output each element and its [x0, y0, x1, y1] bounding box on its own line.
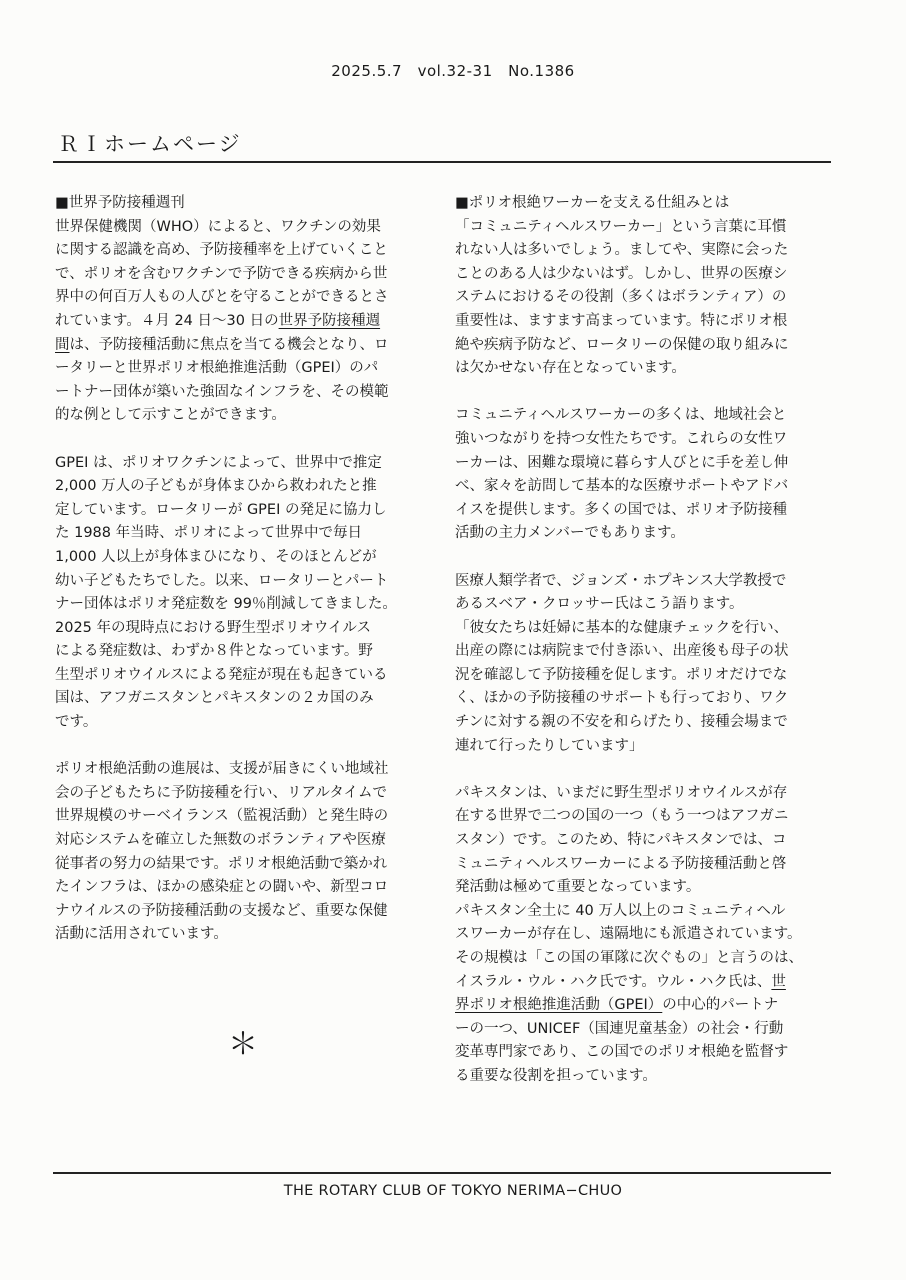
text-line: 生型ポリオウイルスによる発症が現在も起きている	[55, 666, 388, 683]
right-paragraph-3	[455, 570, 803, 759]
text-segment: は、予防接種活動に焦点を当てる機会となり、ロ	[69, 336, 389, 353]
text-line: ステムにおけるその役割（多くはボランティア）の	[455, 289, 787, 306]
section-title: ＲＩホームページ	[58, 132, 242, 156]
quote-line: 「彼女たちは妊婦に基本的な健康チェックを行い、	[455, 619, 789, 636]
paragraph-gap	[55, 735, 397, 759]
title-divider	[53, 161, 831, 163]
footer-divider	[53, 1172, 831, 1174]
issue-info: 2025.5.7 vol.32-31 No.1386	[331, 62, 575, 80]
text-line: 国は、アフガニスタンとパキスタンの２カ国のみ	[55, 690, 374, 707]
text-line: ーカーは、困難な環境に暮らす人びとに手を差し伸	[455, 454, 789, 471]
article-heading: ■世界予防接種週刊	[55, 195, 185, 211]
text-line: パキスタンは、いまだに野生型ポリオウイルスが存	[455, 784, 788, 801]
text-line: GPEI は、ポリオワクチンによって、世界中で推定	[55, 454, 382, 471]
text-line: 活動に活用されています。	[55, 926, 228, 943]
text-line: ナー団体はポリオ発症数を 99％削減してきました。	[55, 596, 397, 613]
paragraph-gap	[455, 758, 803, 782]
text-line: 重要性は、ますます高まっています。特にポリオ根	[455, 312, 788, 329]
text-line: べ、家々を訪問して基本的な医療サポートやアドバ	[455, 478, 789, 495]
section-separator: ＊	[228, 1027, 258, 1062]
paragraph-gap	[455, 381, 803, 405]
right-paragraph-1	[455, 216, 803, 381]
text-line	[455, 994, 803, 1018]
text-line: に関する認識を高め、予防接種率を上げていくこと	[55, 242, 388, 259]
text-line: 活動の主力メンバーでもあります。	[455, 525, 685, 542]
quote-line: 連れて行ったりしています」	[455, 737, 644, 754]
text-line: 「コミュニティヘルスワーカー」という言葉に耳慣	[455, 218, 787, 235]
left-paragraph-3	[55, 758, 397, 947]
quote-line: 出産の際には病院まで付き添い、出産後も母子の状	[455, 643, 789, 660]
text-line: 定しています。ロータリーが GPEI の発足に協力し	[55, 501, 387, 518]
text-line: 1,000 人以上が身体まひになり、そのほとんどが	[55, 548, 377, 565]
text-line: 絶や疾病予防など、ロータリーの保健の取り組みに	[455, 336, 789, 353]
text-line: 界中の何百万人もの人びとを守ることができるとさ	[55, 289, 389, 306]
text-line: ートナー団体が築いた強固なインフラを、その模範	[55, 383, 389, 400]
text-line: ポリオ根絶活動の進展は、支援が届きにくい地域社	[55, 761, 389, 778]
text-line: 医療人類学者で、ジョンズ・ホプキンス大学教授で	[455, 572, 787, 589]
right-paragraph-2	[455, 404, 803, 546]
text-line: 強いつながりを持つ女性たちです。これらの女性ワ	[455, 430, 788, 447]
text-line: 世界保健機関（WHO）によると、ワクチンの効果	[55, 218, 381, 235]
left-paragraph-1	[55, 216, 397, 428]
article-heading: ■ポリオ根絶ワーカーを支える仕組みとは	[455, 195, 730, 211]
text-line: 世界規模のサーベイランス（監視活動）と発生時の	[55, 808, 389, 825]
quote-line: チンに対する親の不安を和らげたり、接種会場まで	[455, 714, 788, 731]
text-segment: イスラル・ウル・ハク氏です。ウル・ハク氏は、	[455, 973, 772, 990]
text-line: 変革専門家であり、この国でのポリオ根絶を監督す	[455, 1044, 789, 1061]
text-line	[55, 310, 397, 334]
quote-line: く、ほかの予防接種のサポートも行っており、ワク	[455, 690, 789, 707]
text-line: 会の子どもたちに予防接種を行い、リアルタイムで	[55, 784, 388, 801]
text-line: スワーカーが存在し、遠隔地にも派遣されています。	[455, 926, 802, 943]
text-line: る重要な役割を担っています。	[455, 1067, 657, 1084]
text-line: た 1988 年当時、ポリオによって世界中で毎日	[55, 525, 362, 542]
text-line: です。	[55, 714, 98, 731]
text-segment: れています。４月 24 日〜30 日の	[55, 312, 279, 329]
text-line: 対応システムを確立した無数のボランティアや医療	[55, 832, 386, 849]
text-line: ミュニティヘルスワーカーによる予防接種活動と啓	[455, 855, 787, 872]
text-line: パキスタン全土に 40 万人以上のコミュニティヘル	[455, 902, 786, 919]
text-line: による発症数は、わずか８件となっています。野	[55, 643, 373, 660]
text-line: 発活動は極めて重要となっています。	[455, 879, 701, 896]
gpei-link[interactable]: 世	[771, 973, 786, 990]
text-line: 幼い子どもたちでした。以来、ロータリーとパート	[55, 572, 389, 589]
text-line: 的な例として示すことができます。	[55, 407, 286, 424]
text-line: コミュニティヘルスワーカーの多くは、地域社会と	[455, 407, 787, 424]
text-line: ナウイルスの予防接種活動の支援など、重要な保健	[55, 902, 388, 919]
text-line: 2,000 万人の子どもが身体まひから救われたと推	[55, 478, 377, 495]
vaccination-week-link-cont[interactable]: 間	[55, 336, 70, 353]
text-line: 在する世界で二つの国の一つ（もう一つはアフガニ	[455, 808, 789, 825]
left-column	[55, 192, 397, 947]
left-paragraph-2	[55, 452, 397, 735]
text-segment: の中心的パートナ	[662, 997, 779, 1014]
text-line: は欠かせない存在となっています。	[455, 360, 686, 377]
quote-line: 況を確認して予防接種を促します。ポリオだけでな	[455, 666, 788, 683]
vaccination-week-link[interactable]: 世界予防接種週	[278, 312, 381, 329]
text-line	[455, 971, 803, 995]
text-line: あるスベア・クロッサー氏はこう語ります。	[455, 596, 744, 613]
right-column	[455, 192, 803, 1089]
text-line: たインフラは、ほかの感染症との闘いや、新型コロ	[55, 879, 389, 896]
paragraph-gap	[455, 546, 803, 570]
text-line: ーの一つ、UNICEF（国連児童基金）の社会・行動	[455, 1020, 784, 1037]
text-line: ことのある人は少ないはず。しかし、世界の医療シ	[455, 265, 788, 282]
text-line: イスを提供します。多くの国では、ポリオ予防接種	[455, 501, 788, 518]
text-line: 従事者の努力の結果です。ポリオ根絶活動で築かれ	[55, 855, 388, 872]
text-line: その規模は「この国の軍隊に次ぐもの」と言うのは、	[455, 950, 803, 966]
text-line: ータリーと世界ポリオ根絶推進活動（GPEI）のパ	[55, 360, 379, 377]
text-line: 2025 年の現時点における野生型ポリオウイルス	[55, 619, 371, 636]
text-line: れない人は多いでしょう。ましてや、実際に会った	[455, 242, 789, 259]
gpei-link-cont[interactable]: 界ポリオ根絶推進活動（GPEI）	[455, 997, 663, 1014]
paragraph-gap	[55, 428, 397, 452]
text-line	[55, 334, 397, 358]
text-line: で、ポリオを含むワクチンで予防できる疾病から世	[55, 265, 388, 282]
right-paragraph-4	[455, 782, 803, 1089]
footer-club-name: THE ROTARY CLUB OF TOKYO NERIMA−CHUO	[283, 1183, 623, 1199]
text-line: スタン）です。このため、特にパキスタンでは、コ	[455, 832, 787, 849]
